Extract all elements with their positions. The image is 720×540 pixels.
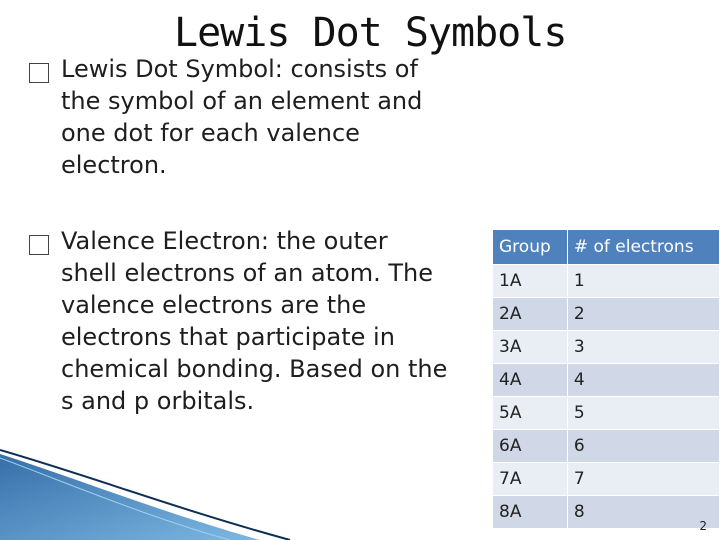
bullet-line: valence electrons are the — [61, 291, 367, 319]
group-cell: 6A — [493, 430, 568, 463]
electrons-cell: 3 — [567, 331, 719, 364]
slide-title: Lewis Dot Symbols — [174, 10, 567, 56]
electrons-cell: 2 — [567, 298, 719, 331]
electrons-cell: 6 — [567, 430, 719, 463]
table-row — [493, 397, 720, 430]
electrons-cell: 4 — [567, 364, 719, 397]
table-header-row — [493, 230, 720, 265]
bullet-line: electrons that participate in — [61, 323, 395, 351]
bullet-line: Valence Electron: the outer — [61, 227, 388, 255]
electrons-cell: 8 — [567, 496, 719, 529]
table-row — [493, 430, 720, 463]
group-cell: 8A — [493, 496, 568, 529]
bullet-line: one dot for each valence — [61, 119, 360, 147]
electrons-cell: 5 — [567, 397, 719, 430]
page-number: 2 — [699, 519, 707, 533]
table-row — [493, 496, 720, 529]
bullet-line: chemical bonding. Based on the — [61, 355, 448, 383]
table-row — [493, 298, 720, 331]
group-cell: 7A — [493, 463, 568, 496]
table-header-group: Group — [493, 230, 568, 265]
group-cell: 3A — [493, 331, 568, 364]
table-row — [493, 265, 720, 298]
group-cell: 2A — [493, 298, 568, 331]
group-electrons-table — [492, 229, 720, 529]
group-cell: 4A — [493, 364, 568, 397]
bullet-marker-icon — [29, 63, 49, 83]
table-row — [493, 331, 720, 364]
table-header-electrons: # of electrons — [567, 230, 719, 265]
electrons-cell: 1 — [567, 265, 719, 298]
bullet-marker-icon — [29, 235, 49, 255]
group-cell: 5A — [493, 397, 568, 430]
bullet-line: electron. — [61, 151, 167, 179]
electrons-cell: 7 — [567, 463, 719, 496]
bullet-line: Lewis Dot Symbol: consists of — [61, 55, 418, 83]
group-cell: 1A — [493, 265, 568, 298]
bullet-line: s and p orbitals. — [61, 387, 255, 415]
bullet-line: shell electrons of an atom. The — [61, 259, 433, 287]
bullet-valence-electron — [61, 225, 486, 417]
table-row — [493, 463, 720, 496]
decorative-wave-icon — [0, 440, 300, 540]
bullet-lewis-dot-symbol — [61, 53, 481, 181]
table-row — [493, 364, 720, 397]
bullet-line: the symbol of an element and — [61, 87, 423, 115]
